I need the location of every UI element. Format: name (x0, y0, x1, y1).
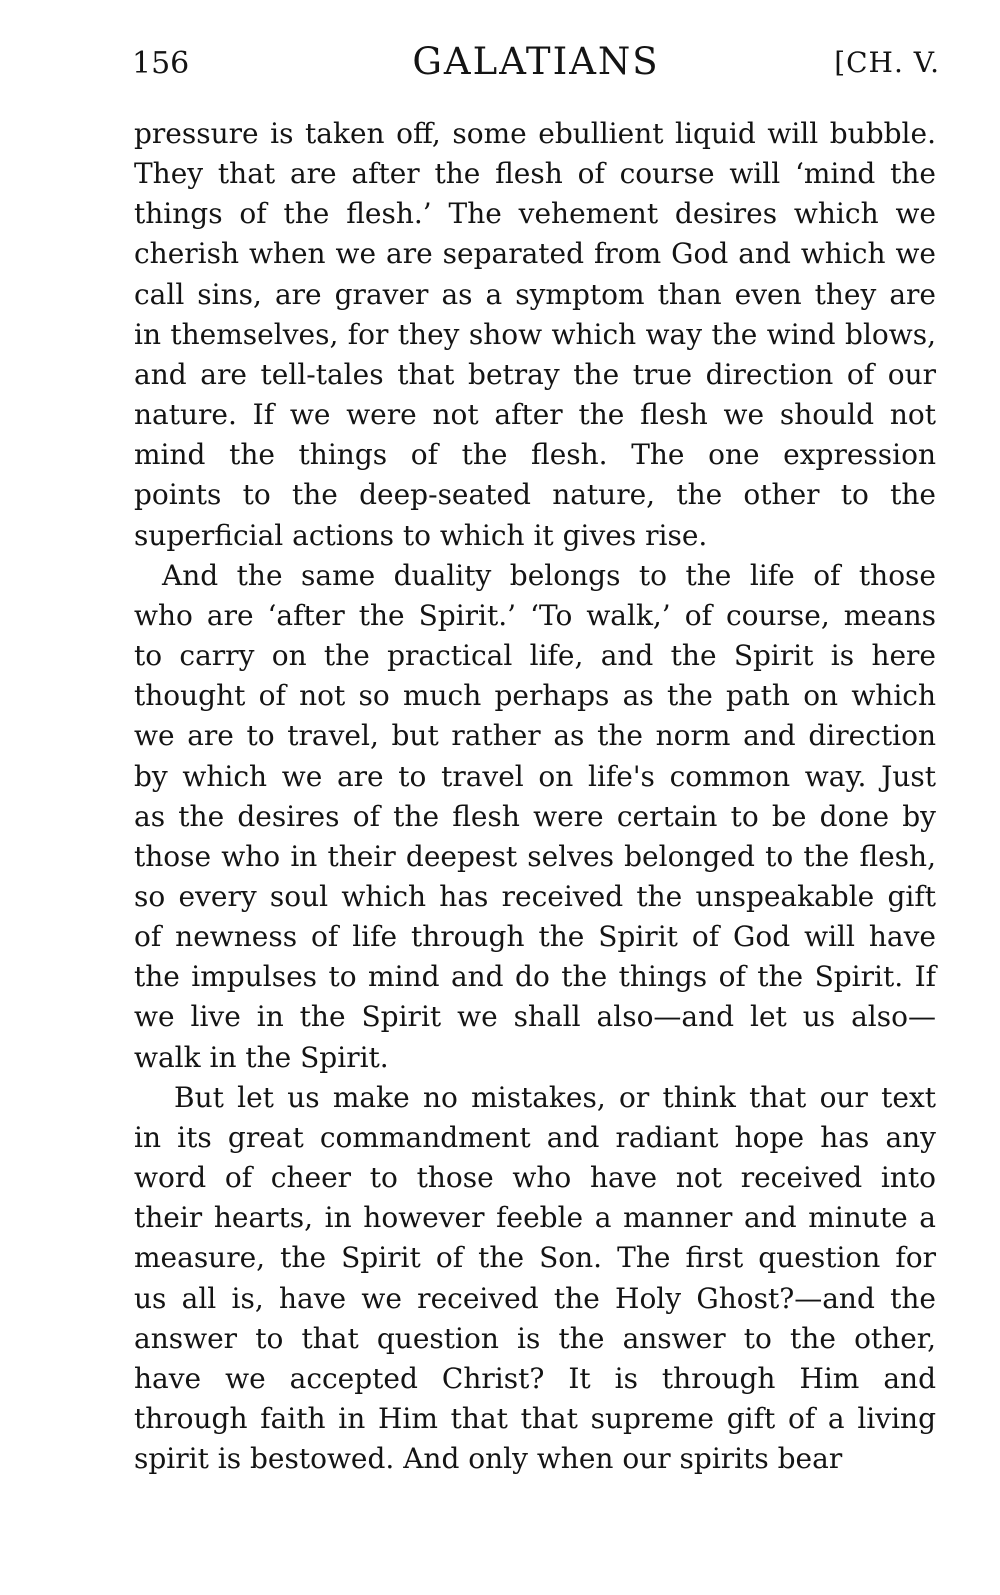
paragraph (134, 556, 936, 1078)
text-line: thought of not so much perhaps as the path on which (134, 679, 936, 713)
text-line: And the same duality belongs to the life of those (162, 558, 936, 592)
text-line: answer to that question is the answer to the other, (134, 1321, 936, 1355)
text-line: in themselves, for they show which way the wind blows, (134, 317, 936, 351)
text-line: as the desires of the flesh were certain to be done by (134, 799, 936, 833)
running-header (132, 38, 940, 98)
text-line: nature. If we were not after the flesh we should not (134, 398, 936, 432)
paragraph (134, 1078, 936, 1480)
text-line: mind the things of the flesh. The one expression (134, 438, 936, 472)
text-line: the impulses to mind and do the things of the Spirit. If (134, 960, 936, 994)
text-line: call sins, are graver as a symptom than even they are (134, 277, 936, 311)
text-line: their hearts, in however feeble a manner and minute a (134, 1201, 936, 1235)
text-line: so every soul which has received the unspeakable gift (134, 879, 936, 913)
text-line: us all is, have we received the Holy Ghost?—and the (134, 1281, 936, 1315)
text-line: those who in their deepest selves belonged to the flesh, (134, 839, 936, 873)
text-line: superficial actions to which it gives rise. (134, 518, 708, 552)
text-line: cherish when we are separated from God and which we (134, 237, 936, 271)
text-line: But let us make no mistakes, or think that our text (174, 1080, 936, 1114)
text-line: things of the flesh.’ The vehement desires which we (134, 197, 936, 231)
text-line: who are ‘after the Spirit.’ ‘To walk,’ of course, means (134, 598, 936, 632)
paragraph (134, 114, 936, 556)
text-line: we are to travel, but rather as the norm and direction (134, 719, 936, 753)
page-number: 156 (132, 46, 190, 81)
text-line: pressure is taken off, some ebullient liquid will bubble. (134, 117, 936, 150)
text-line: by which we are to travel on life's common way. Just (134, 759, 936, 793)
text-line: word of cheer to those who have not received into (134, 1161, 936, 1195)
body-text (134, 114, 936, 1479)
text-line: in its great commandment and radiant hope has any (134, 1120, 936, 1154)
running-title: GALATIANS (412, 40, 660, 83)
text-line: we live in the Spirit we shall also—and let us also— (134, 1000, 936, 1034)
text-line: of newness of life through the Spirit of God will have (134, 920, 936, 954)
text-line: have we accepted Christ? It is through Him and (134, 1361, 936, 1395)
text-line: points to the deep-seated nature, the other to the (134, 478, 936, 512)
text-line: walk in the Spirit. (134, 1040, 389, 1074)
text-line: to carry on the practical life, and the Spirit is here (134, 639, 936, 673)
text-line: through faith in Him that that supreme gift of a living (134, 1402, 936, 1435)
text-line: and are tell-tales that betray the true direction of our (134, 357, 936, 391)
text-line: measure, the Spirit of the Son. The first question for (134, 1241, 936, 1275)
text-line: They that are after the flesh of course will ‘mind the (134, 157, 936, 191)
text-line: spirit is bestowed. And only when our spirits bear (134, 1442, 843, 1476)
chapter-reference: [CH. V. (834, 46, 940, 79)
